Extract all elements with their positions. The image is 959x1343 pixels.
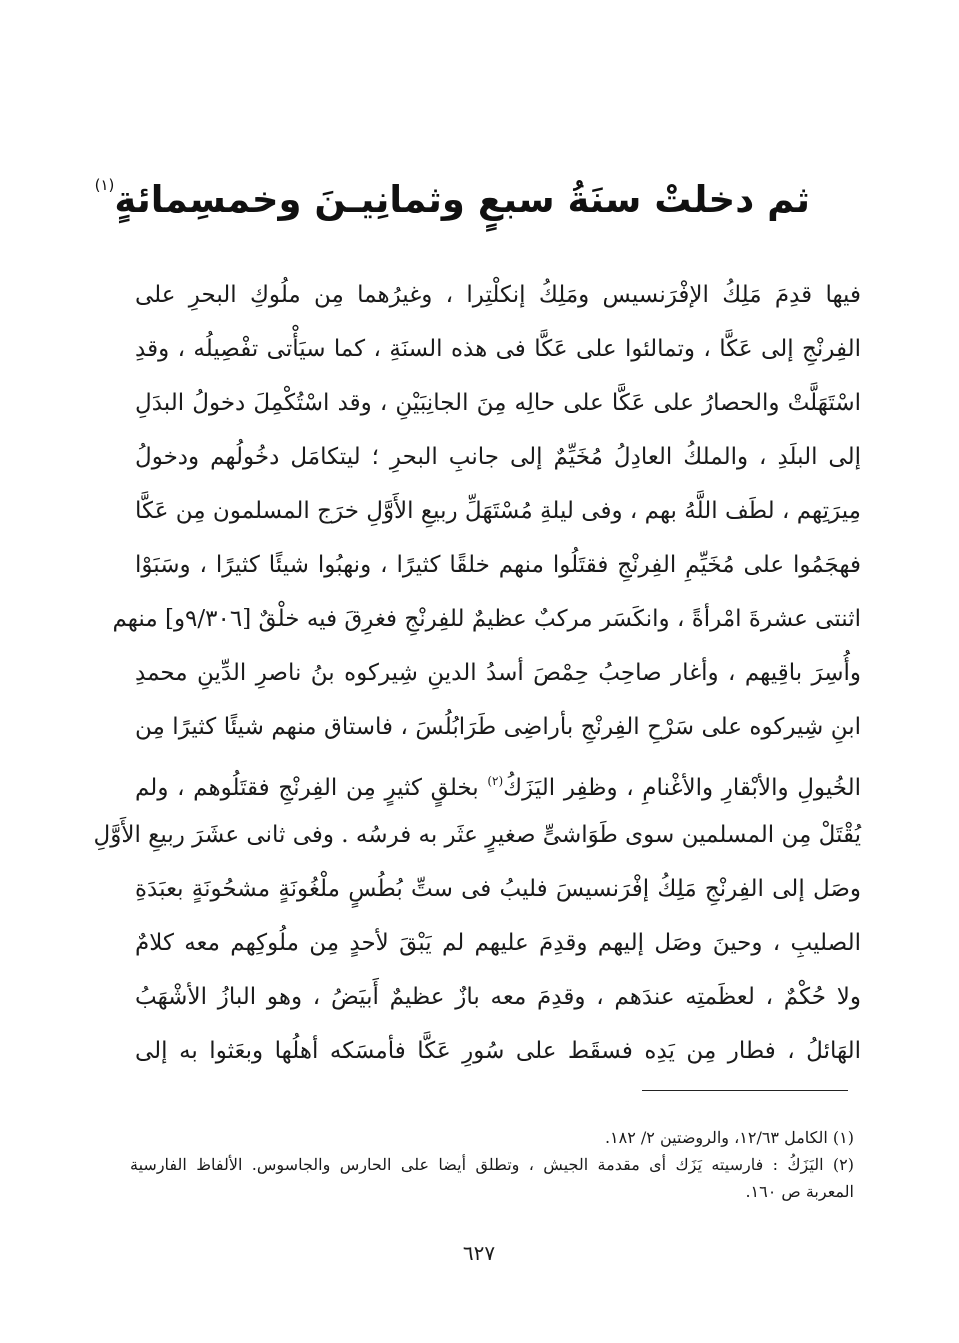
body-line: الهَائلُ ، فطار مِن يَدِه فسقَط على سُورِ عَكَّا فأمسَكه أهلُها وبعَثوا به إلى xyxy=(135,1038,861,1064)
body-line: فهجَمُوا على مُخَيِّمِ الفِرنْجِ فقتَلُوا منهم خلقًا كثيرًا ، ونهبُوا شيئًا كثيرًا ، وسَبَوْا xyxy=(135,552,861,578)
body-line: فيها قدِمَ مَلِكُ الإفْرَنسيس ومَلِكُ إنكلْتِرا ، وغيرُهما مِن ملُوكِ البحرِ على xyxy=(135,282,861,308)
chapter-title-text: ثم دخلتْ سنَةُ سبعٍ وثمانِيـنَ وخمسِمائةٍ xyxy=(114,177,810,221)
body-line: مِيرَتِهم ، لطَف اللَّهُ بهم ، وفى ليلةِ مُسْتَهَلِّ ربيعِ الأَوَّلِ خرَج المسلمون مِن عَكَّا xyxy=(135,498,861,524)
title-footnote-marker: (١) xyxy=(94,175,115,194)
page-number: ٦٢٧ xyxy=(462,1241,496,1265)
body-line: اثنتى عشرةَ امْرأةً ، وانكَسَر مركبٌ عظيمٌ للفِرنْجِ فغرِقَ فيه خلْقٌ [٩/٣٠٦و] منهم xyxy=(112,606,861,632)
body-line: اسْتَهَلَّتْ والحصارُ على عَكَّا على حالِه مِنَ الجانِبَيْنِ ، وقد اسْتُكْمِلَ دخولُ البدَلِ xyxy=(135,390,861,416)
body-line: الخُيولِ والأبْقارِ والأغْنامِ ، وظفِر اليَزَكُ$^{(٢)}$ بخلقٍ كثيرٍ مِن الفِرنْجِ فقتَلُوهم ، ولم xyxy=(135,774,861,801)
body-line: يُقْتَلْ مِن المسلمين سوى طَوَاشىٍّ صغيرٍ عثَر به فرسُه . وفى ثانى عشَرَ ربيعِ الأَوَّلِ xyxy=(93,822,861,848)
body-line: إلى البلَدِ ، والملكُ العادِلُ مُخَيِّمٌ إلى جانبِ البحرِ ؛ ليتكامَل دخُولُهم ودخولُ xyxy=(135,444,861,470)
footnote-1: (١) الكامل ١٢/٦٣، والروضتين ٢/ ١٨٢. xyxy=(604,1128,854,1147)
body-line: الصليبِ ، وحينَ وصَل إليهم وقدِمَ عليهم لم يَبْقَ لأحدٍ مِن ملُوكِهم معه كلامٌ xyxy=(135,930,861,956)
chapter-title xyxy=(94,155,810,230)
footnote-marker: (٢) xyxy=(487,774,504,788)
footnotes xyxy=(130,1124,854,1205)
footnote-separator xyxy=(642,1090,848,1091)
body-line: ولا حُكْمٌ ، لعظَمتِه عندَهم ، وقدِمَ معه بازٌ عظيمٌ أَبيَضُ ، وهو البازُ الأشْهَبُ xyxy=(135,984,861,1010)
footnote-2: (٢) اليَزَكُ : فارسيته يَزَك أى مقدمة الجيش ، وتطلق أيضا على الحارس والجاسوس. الألفاظ الفارسية xyxy=(130,1155,854,1174)
footnote-2-continued: المعربة ص ١٦٠. xyxy=(745,1182,854,1201)
body-line: ابنِ شِيركوه على سَرْحِ الفِرنْجِ بأراضِى طَرَابُلُسَ ، فاستاق منهم شيئًا كثيرًا مِن xyxy=(135,714,861,740)
body-text xyxy=(93,268,861,1078)
body-line: الفِرنْجِ إلى عَكَّا ، وتمالئوا على عَكَّا فى هذه السنَةِ ، كما سيَأْتى تفْصِيلُه ، وقدِ xyxy=(135,336,861,362)
body-line: وأُسِرَ باقِيهم ، وأغار صاحِبُ حِمْصَ أسدُ الدينِ شِيركوه بنُ ناصرِ الدِّينِ محمدِ xyxy=(135,660,861,686)
body-line: وصَل إلى الفِرنْجِ مَلِكُ إفْرَنسيسَ فليبُ فى ستِّ بُطُسٍ ملْغُونَةٍ مشحُونَةٍ بعبَدَةِ xyxy=(135,876,861,902)
